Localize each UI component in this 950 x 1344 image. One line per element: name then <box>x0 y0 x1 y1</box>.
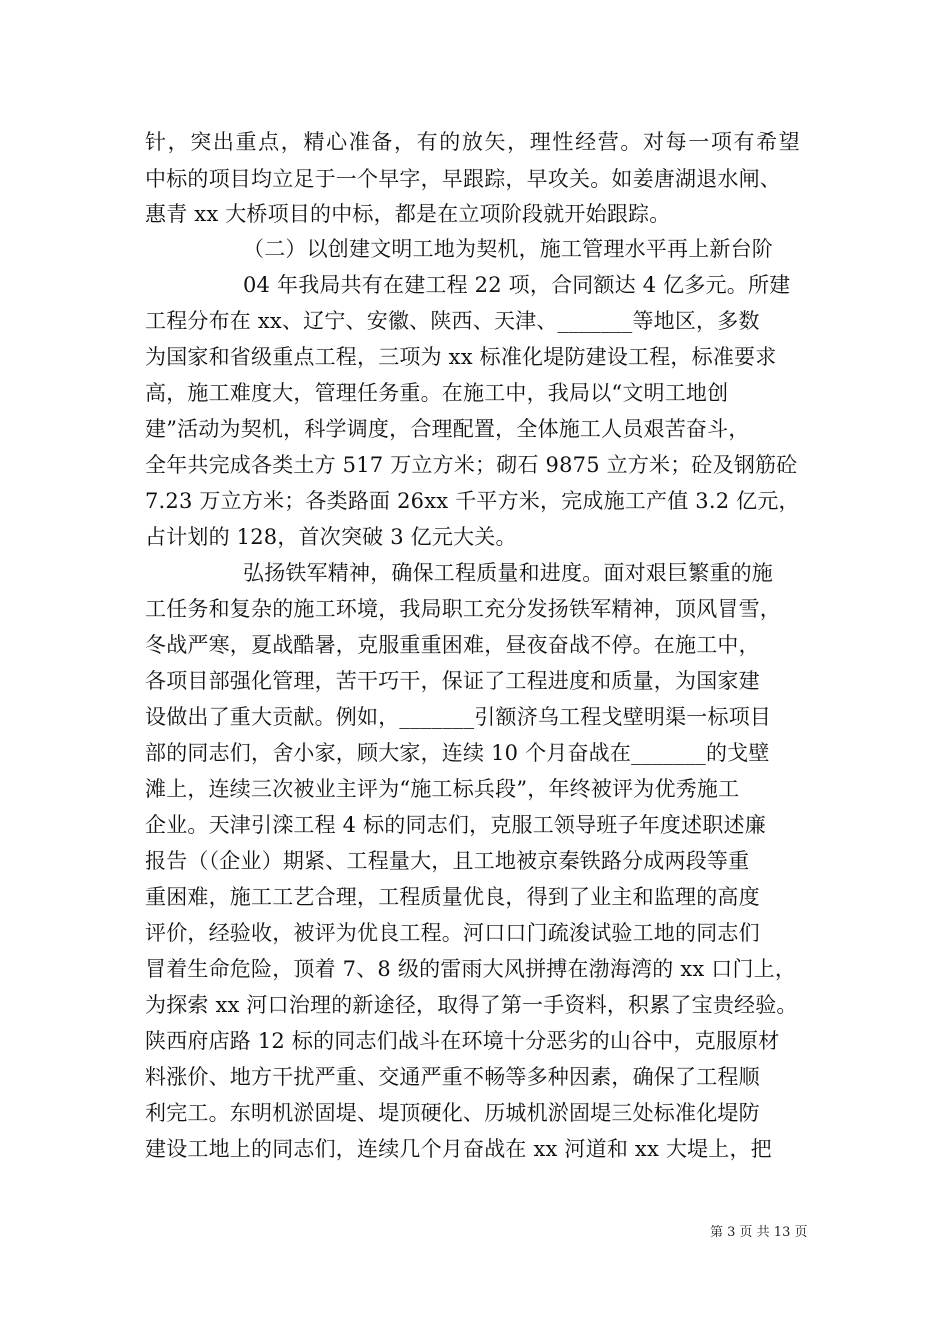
text-line: 为国家和省级重点工程，三项为 xx 标准化堤防建设工程，标准要求 <box>145 345 777 369</box>
text-line: 建”活动为契机，科学调度，合理配置，全体施工人员艰苦奋斗， <box>145 417 750 441</box>
text-line: 各项目部强化管理，苦干巧干，保证了工程进度和质量，为国家建 <box>145 669 760 693</box>
text-line: 工程分布在 xx、辽宁、安徽、陕西、天津、_______等地区，多数 <box>145 309 760 333</box>
text-line: 建设工地上的同志们，连续几个月奋战在 xx 河道和 xx 大堤上，把 <box>145 1137 772 1161</box>
text-line: 中标的项目均立足于一个早字，早跟踪，早攻关。如姜唐湖退水闸、 <box>145 167 781 191</box>
page-number-footer: 第 3 页 共 13 页 <box>710 1225 808 1240</box>
text-line: 设做出了重大贡献。例如，_______引额济乌工程戈壁明渠一标项目 <box>145 705 772 729</box>
text-line: 为探索 xx 河口治理的新途径，取得了第一手资料，积累了宝贵经验。 <box>145 993 798 1017</box>
text-line: 针，突出重点，精心准备，有的放矢，理性经营。对每一项有希望 <box>145 130 800 154</box>
text-line: 工任务和复杂的施工环境，我局职工充分发扬铁军精神，顶风冒雪， <box>145 597 781 621</box>
text-line: 重困难，施工工艺合理，工程质量优良，得到了业主和监理的高度 <box>145 885 760 909</box>
text-line: 惠青 xx 大桥项目的中标，都是在立项阶段就开始跟踪。 <box>145 202 671 226</box>
text-line: 冬战严寒，夏战酷暑，克服重重困难，昼夜奋战不停。在施工中， <box>145 633 760 657</box>
text-line: 评价，经验收，被评为优良工程。河口口门疏浚试验工地的同志们 <box>145 921 760 945</box>
text-line: 部的同志们，舍小家，顾大家，连续 10 个月奋战在_______的戈壁 <box>145 741 770 765</box>
text-line: 利完工。东明机淤固堤、堤顶硬化、历城机淤固堤三处标准化堤防 <box>145 1101 760 1125</box>
text-line: 企业。天津引滦工程 4 标的同志们，克服工领导班子年度述职述廉 <box>145 813 766 837</box>
text-line: 弘扬铁军精神，确保工程质量和进度。面对艰巨繁重的施 <box>243 561 773 585</box>
text-line: 陕西府店路 12 标的同志们战斗在环境十分恶劣的山谷中，克服原材 <box>145 1029 780 1053</box>
text-line: 滩上，连续三次被业主评为“施工标兵段”，年终被评为优秀施工 <box>145 777 740 801</box>
section-heading: （二）以创建文明工地为契机，施工管理水平再上新台阶 <box>243 237 773 261</box>
text-line: 04 年我局共有在建工程 22 项，合同额达 4 亿多元。所建 <box>243 273 791 297</box>
text-line: 7.23 万立方米；各类路面 26xx 千平方米，完成施工产值 3.2 亿元， <box>145 489 800 513</box>
text-line: 全年共完成各类土方 517 万立方米；砌石 9875 立方米；砼及钢筋砼 <box>145 453 798 477</box>
text-line: 占计划的 128，首次突破 3 亿元大关。 <box>145 525 517 549</box>
text-line: 料涨价、地方干扰严重、交通严重不畅等多种因素，确保了工程顺 <box>145 1065 760 1089</box>
text-line: 报告（（企业）期紧、工程量大，且工地被京秦铁路分成两段等重 <box>145 849 750 873</box>
text-line: 高，施工难度大，管理任务重。在施工中，我局以“文明工地创 <box>145 381 729 405</box>
text-line: 冒着生命危险，顶着 7、8 级的雷雨大风拼搏在渤海湾的 xx 口门上， <box>145 957 797 981</box>
